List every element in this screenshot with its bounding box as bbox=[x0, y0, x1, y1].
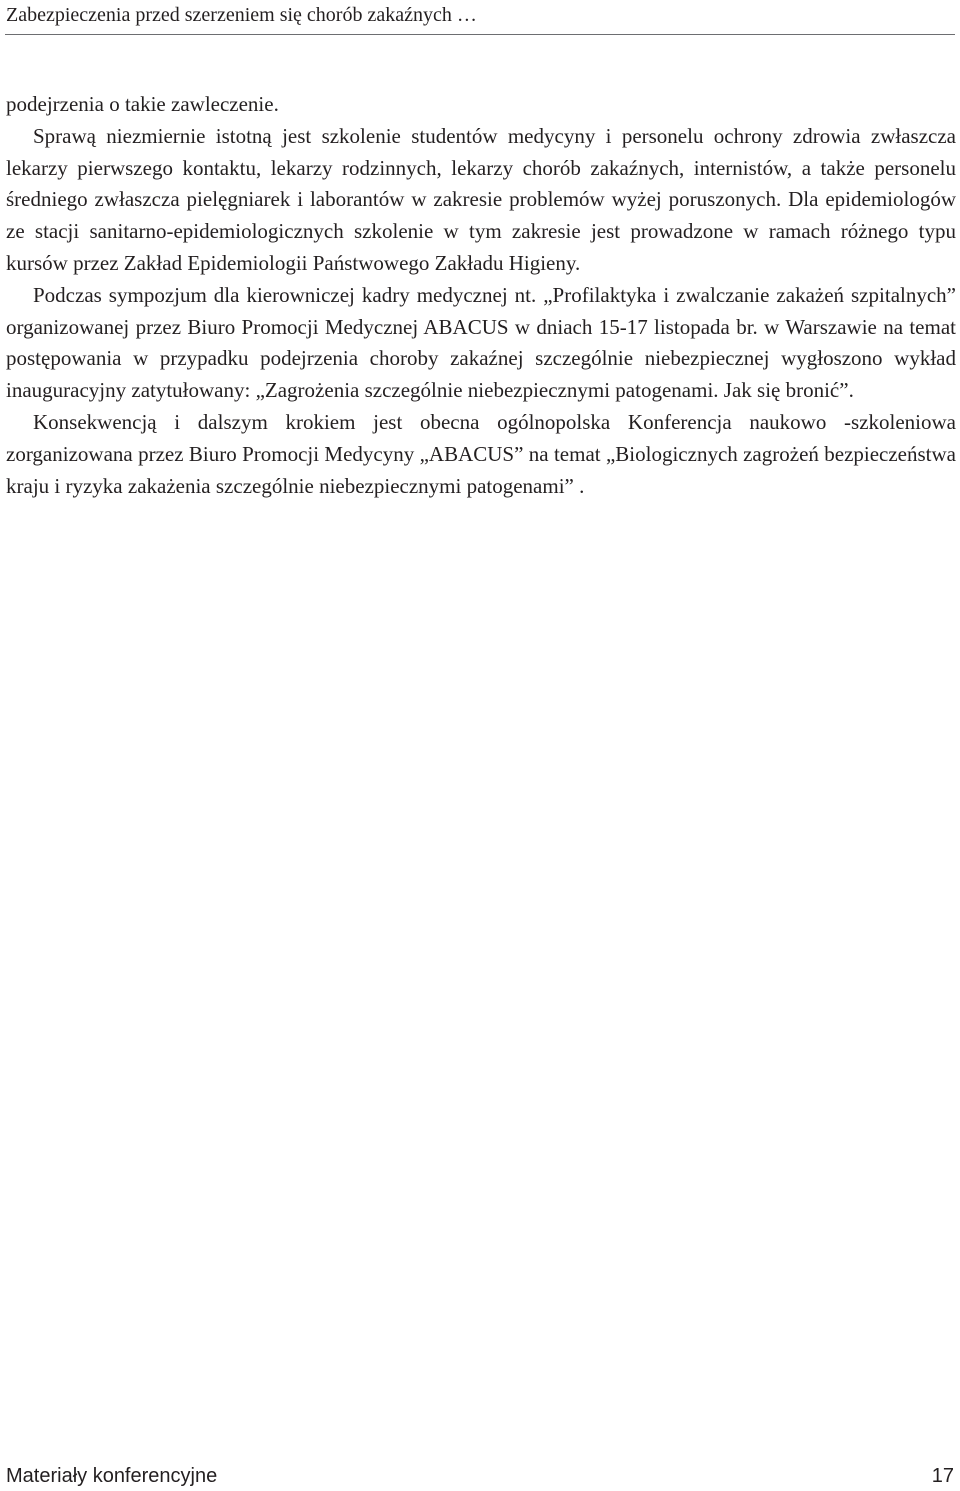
running-header: Zabezpieczenia przed szerzeniem się chorób zakaźnych … bbox=[6, 4, 477, 26]
paragraph-training: Sprawą niezmiernie istotną jest szkolenie studentów medycyny i personelu ochrony zdrowia zwłaszcza lekarzy pierwszego kontaktu, lekarzy rodzinnych, lekarzy chorób zakaźnych, internistów, a także personelu średniego zwłaszcza pielęgniarek i laborantów w zakresie problemów wyżej poruszonych. Dla epidemiologów ze stacji sanitarno-epidemiologicznych szkolenie w tym zakresie jest prowadzone w ramach różnego typu kursów przez Zakład Epidemiologii Państwowego Zakładu Higieny. bbox=[6, 123, 956, 275]
header-divider bbox=[5, 34, 955, 35]
paragraph-symposium: Podczas sympozjum dla kierowniczej kadry medycznej nt. „Profilaktyka i zwalczanie zakażeń szpitalnych” organizowanej przez Biuro Promocji Medycznej ABACUS w dniach 15-17 listopada br. w Warszawie na temat postępowania w przypadku podejrzenia choroby zakaźnej szczególnie niebezpiecznej wygłoszono wykład inauguracyjny zatytułowany: „Zagrożenia szczególnie niebezpiecznymi patogenami. Jak się bronić”. bbox=[6, 282, 956, 403]
page-number: 17 bbox=[931, 1465, 954, 1487]
footer-publication: Materiały konferencyjne bbox=[6, 1465, 218, 1487]
paragraph-continued: podejrzenia o takie zawleczenie. bbox=[6, 92, 279, 116]
body-text bbox=[6, 89, 956, 502]
paragraph-conference: Konsekwencją i dalszym krokiem jest obecna ogólnopolska Konferencja naukowo -szkoleniowa zorganizowana przez Biuro Promocji Medycyny „ABACUS” na temat „Biologicznych zagrożeń bezpieczeństwa kraju i ryzyka zakażenia szczególnie niebezpiecznymi patogenami” . bbox=[6, 409, 956, 498]
